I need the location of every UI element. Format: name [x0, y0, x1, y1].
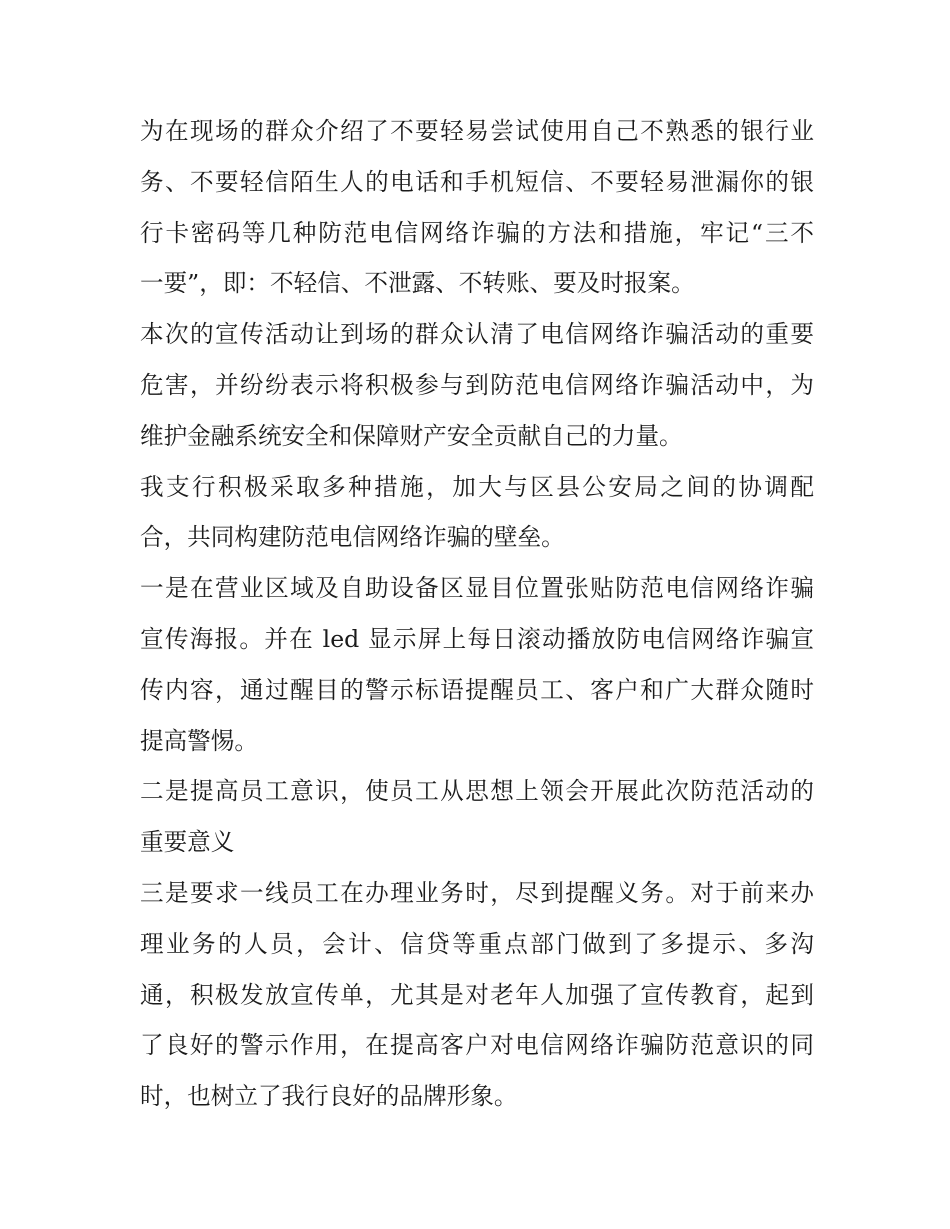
text-line: 行卡密码等几种防范电信网络诈骗的方法和措施，牢记“三不: [140, 218, 814, 247]
text-line: 传内容，通过醒目的警示标语提醒员工、客户和广大群众随时: [140, 675, 814, 704]
text-line: 一要”，即：不轻信、不泄露、不转账、要及时报案。: [140, 269, 695, 298]
paragraph-2: [140, 309, 814, 461]
text-line: 时，也树立了我行良好的品牌形象。: [140, 1082, 518, 1111]
text-line: 合，共同构建防范电信网络诈骗的壁垒。: [140, 523, 565, 552]
paragraph-5: [140, 766, 814, 868]
text-line: 重要意义: [140, 828, 235, 857]
text-line: 维护金融系统安全和保障财产安全贡献自己的力量。: [140, 421, 683, 450]
text-line: 我支行积极采取多种措施，加大与区县公安局之间的协调配: [140, 472, 814, 501]
paragraph-3: [140, 462, 814, 564]
text-line: 三是要求一线员工在办理业务时，尽到提醒义务。对于前来办: [140, 878, 814, 907]
text-line: 提高警惕。: [140, 726, 258, 755]
paragraph-6: [140, 868, 814, 1122]
text-line: 理业务的人员，会计、信贷等重点部门做到了多提示、多沟: [140, 929, 814, 958]
text-line: 二是提高员工意识，使员工从思想上领会开展此次防范活动的: [140, 777, 814, 806]
text-line: 危害，并纷纷表示将积极参与到防范电信网络诈骗活动中，为: [140, 370, 814, 399]
paragraph-4: [140, 563, 814, 766]
text-line: 为在现场的群众介绍了不要轻易尝试使用自己不熟悉的银行业: [140, 117, 814, 145]
text-line: 通，积极发放宣传单，尤其是对老年人加强了宣传教育，起到: [140, 980, 814, 1009]
text-line: 了良好的警示作用，在提高客户对电信网络诈骗防范意识的同: [140, 1031, 814, 1060]
text-line: 一是在营业区域及自助设备区显目位置张贴防范电信网络诈骗: [140, 574, 814, 603]
paragraph-1: [140, 106, 814, 309]
document-body: [140, 106, 814, 1122]
text-line: 务、不要轻信陌生人的电话和手机短信、不要轻易泄漏你的银: [140, 167, 814, 196]
text-line: 本次的宣传活动让到场的群众认清了电信网络诈骗活动的重要: [140, 320, 814, 349]
text-line: 宣传海报。并在 led 显示屏上每日滚动播放防电信网络诈骗宣: [140, 624, 814, 653]
